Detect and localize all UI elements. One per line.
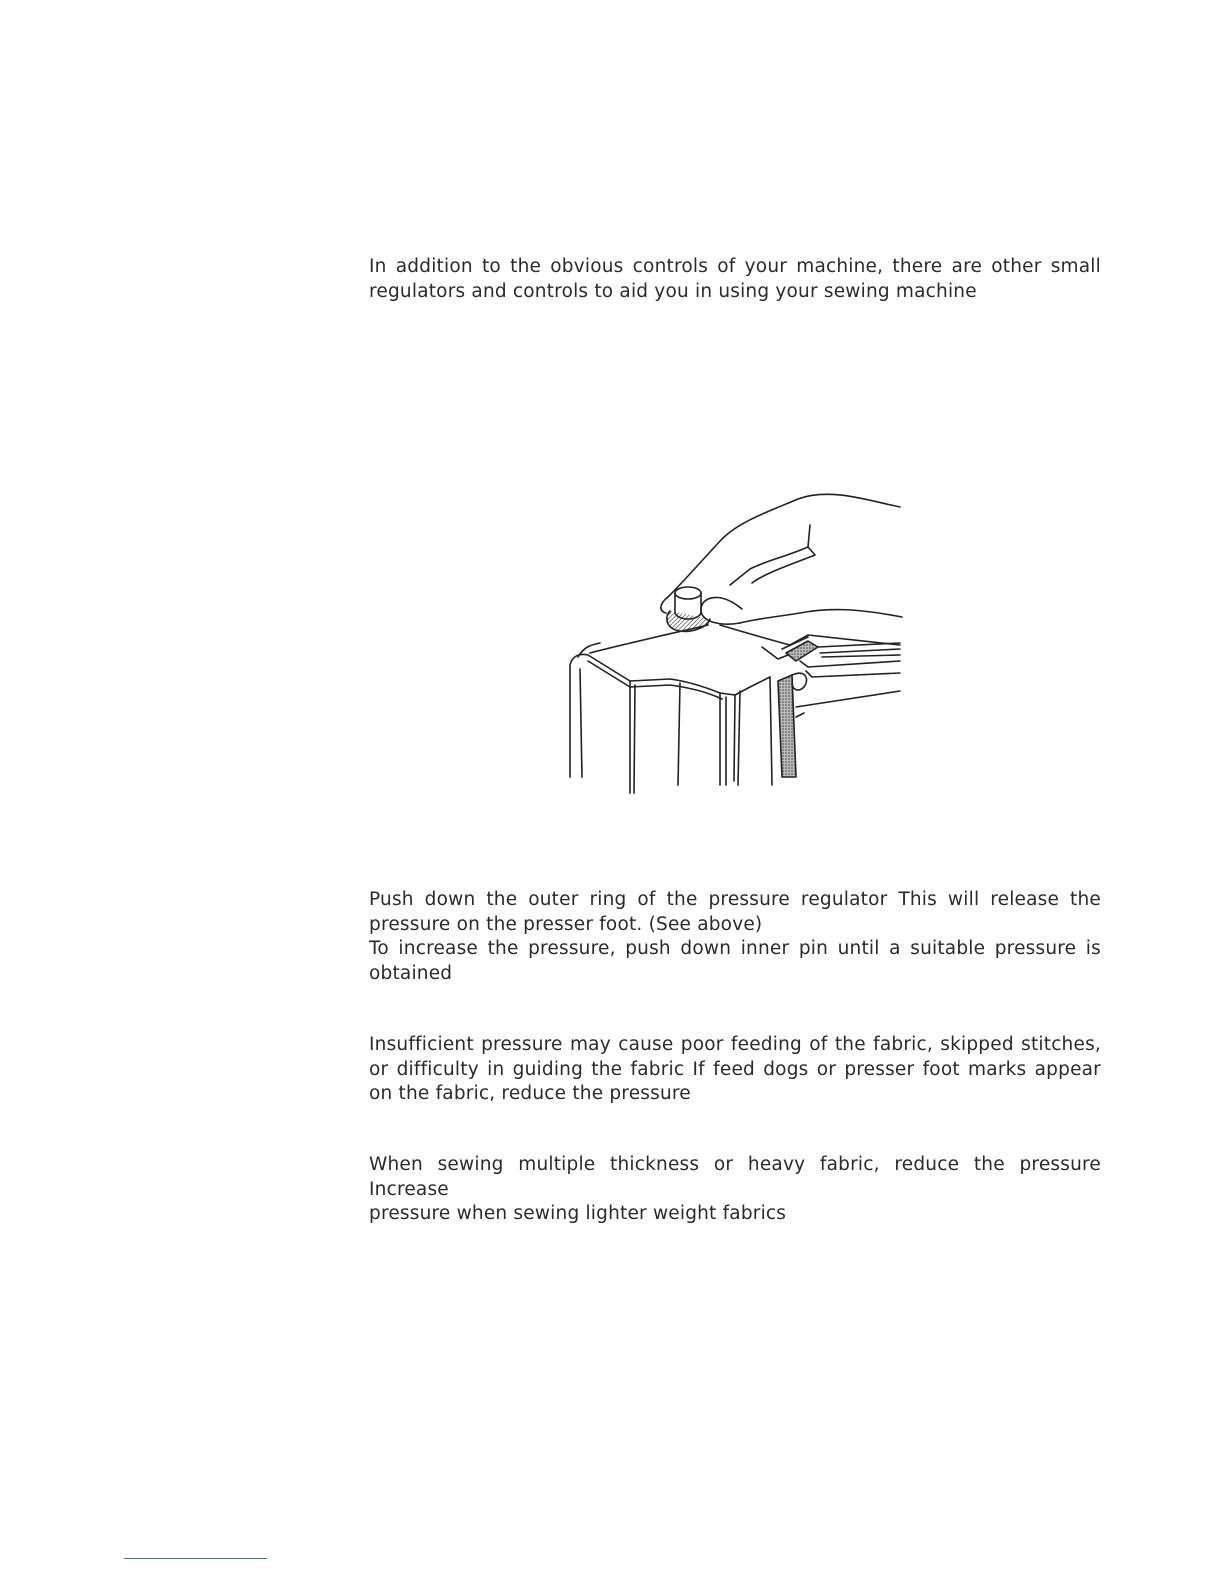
regulator-outer-ring — [667, 611, 710, 631]
hand-finger-lines — [752, 547, 815, 583]
heavy-fabric-paragraph — [369, 1153, 1101, 1227]
text-line: obtained — [369, 962, 453, 984]
insufficient-pressure-paragraph — [369, 1033, 1101, 1107]
hand-upper-outline — [668, 494, 900, 597]
text-line: Insufficient pressure may cause poor feeding of the fabric, skipped stitches, — [369, 1034, 1101, 1055]
text-line: To increase the pressure, push down inner pin until a suitable pressure is — [369, 938, 1101, 959]
text-line: on the fabric, reduce the pressure — [369, 1083, 691, 1104]
regulator-knob-top — [675, 587, 701, 599]
side-strip — [778, 675, 796, 777]
pressure-regulator-illustration — [560, 485, 910, 800]
text-line: regulators and controls to aid you in using your sewing machine — [369, 280, 977, 302]
release-pressure-paragraph — [369, 888, 1101, 986]
hand-lower-outline — [740, 610, 902, 623]
footer-rule — [124, 1558, 267, 1559]
machine-top-surface — [590, 625, 708, 653]
text-line: or difficulty in guiding the fabric If feed dogs or presser foot marks appear — [369, 1058, 1101, 1080]
text-line: pressure when sewing lighter weight fabrics — [369, 1203, 787, 1224]
text-line: In addition to the obvious controls of your machine, there are other small — [369, 256, 1101, 277]
hand-finger-fold — [730, 525, 810, 585]
text-line: pressure on the presser foot. (See above) — [369, 913, 763, 935]
text-line: Push down the outer ring of the pressure regulator This will release the — [369, 889, 1101, 910]
intro-paragraph — [369, 255, 1101, 304]
text-line: When sewing multiple thickness or heavy fabric, reduce the pressure Increase — [369, 1154, 1101, 1200]
